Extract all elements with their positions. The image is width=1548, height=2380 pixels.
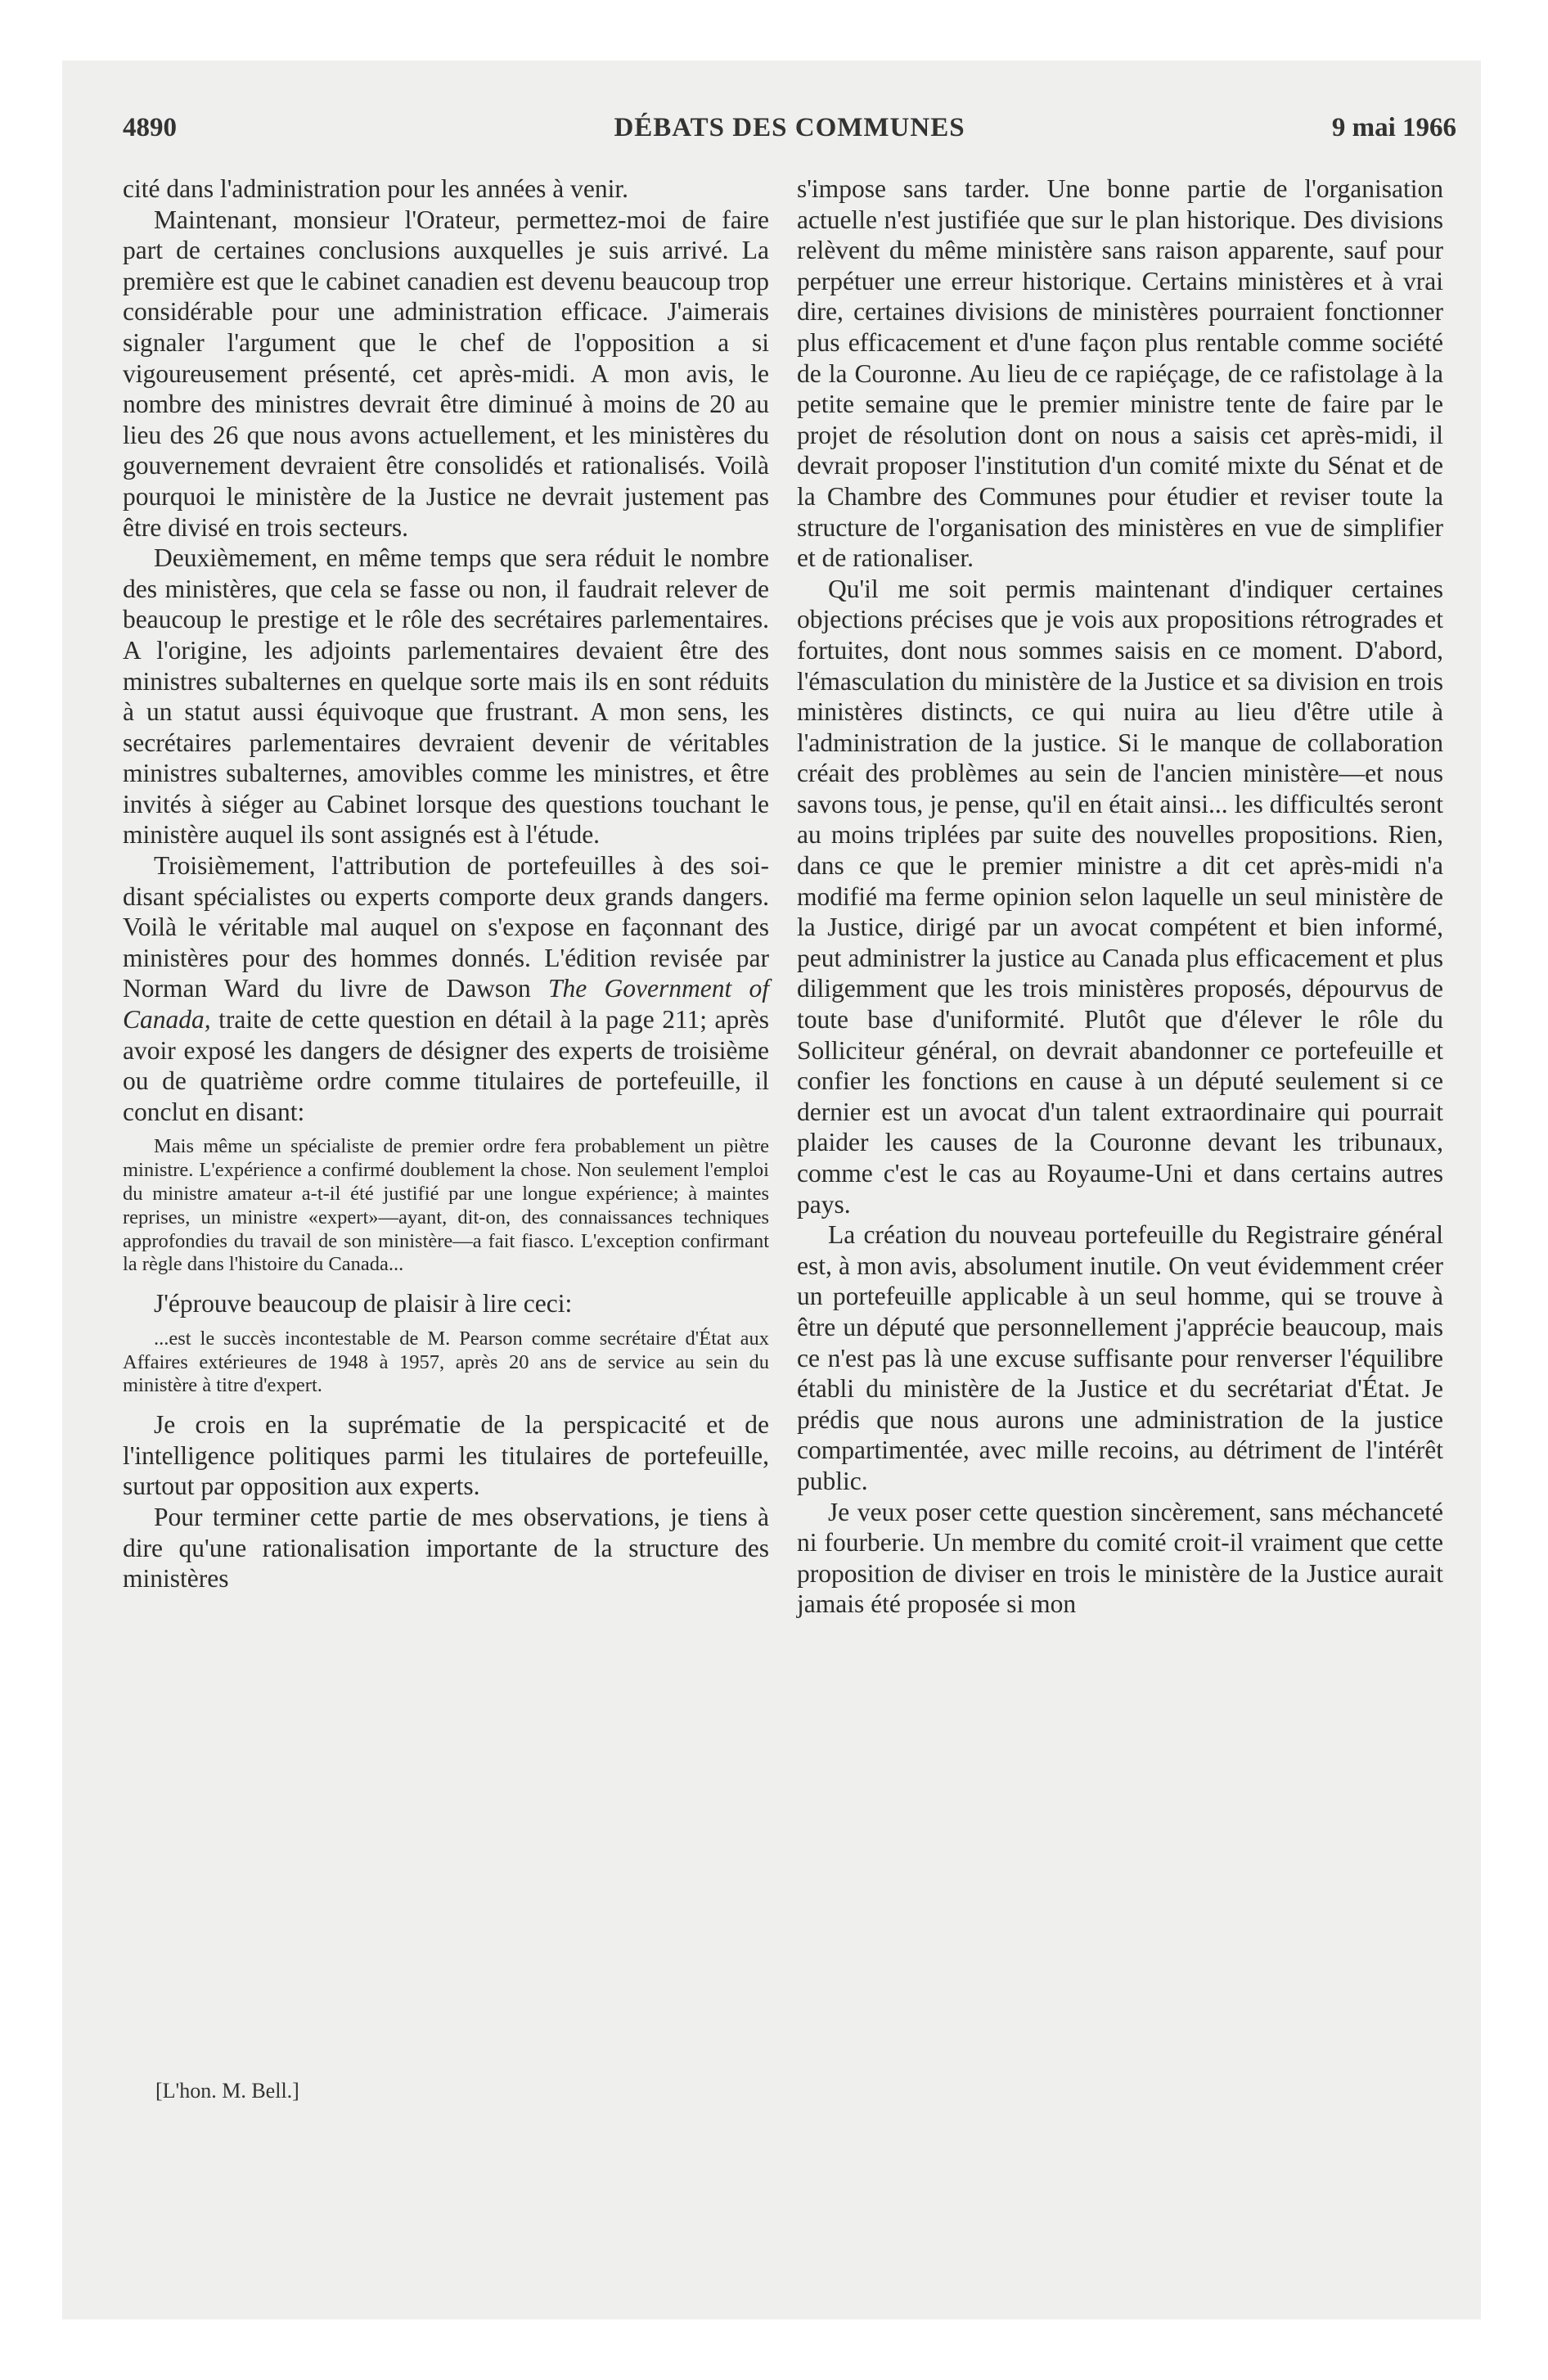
paragraph-question: Je veux poser cette question sincèrement, sans méchanceté ni fourberie. Un membre du comité croit-il vraiment que cette proposition de diviser en trois le ministère de la Justice aurait jamais été proposée si mon: [797, 1497, 1443, 1619]
speaker-attribution: [L'hon. M. Bell.]: [155, 2079, 299, 2103]
paragraph-intro: J'éprouve beaucoup de plaisir à lire ceci:: [154, 1289, 573, 1318]
paragraph-belief: Je crois en la suprématie de la perspicacité et de l'intelligence politiques parmi les titulaires de portefeuille, surtout par opposition aux experts.: [123, 1410, 769, 1501]
paragraph-first-conclusion: Maintenant, monsieur l'Orateur, permettez-moi de faire part de certaines conclusions auxquelles je suis arrivé. La première est que le cabinet canadien est devenu beaucoup trop considérable pour une administration efficace. J'aimerais signaler l'argument que le chef de l'opposition a si vigoureusement présenté, cet après-midi. A mon avis, le nombre des ministres devrait être diminué à moins de 20 au lieu des 26 que nous avons actuellement, et les ministères du gouvernement devraient être consolidés et rationalisés. Voilà pourquoi le ministère de la Justice ne devrait justement pas être divisé en trois secteurs.: [123, 205, 769, 542]
page-header: [123, 113, 1456, 149]
paragraph-registrar: La création du nouveau portefeuille du Registraire général est, à mon avis, absolument inutile. On veut évidemment créer un portefeuille applicable à un seul homme, qui se trouve à être un député que personnellement j'apprécie beaucoup, mais ce n'est pas là une excuse suffisante pour renverser l'équilibre établi du ministère de la Justice et du secrétariat d'État. Je prédis que nous aurons une administration de la justice compartimentée, avec mille recoins, au détriment de l'intérêt public.: [797, 1220, 1443, 1495]
paragraph-text: Troisièmement, l'attribution de portefeuilles à des soi-disant spécialistes ou experts comporte deux grands dangers. Voilà le véritable mal auquel on s'expose en façonnant des ministères pour des hommes donnés. L'édition revisée par Norman Ward du livre de Dawson: [123, 851, 769, 1003]
block-quote: ...est le succès incontestable de M. Pearson comme secrétaire d'État aux Affaires extérieures de 1948 à 1957, après 20 ans de service au sein du ministère à titre d'expert.: [123, 1327, 769, 1397]
right-column: [797, 174, 1443, 1620]
paragraph-second-conclusion: Deuxièmement, en même temps que sera réduit le nombre des ministères, que cela se fasse ou non, il faudrait relever de beaucoup le prestige et le rôle des secrétaires parlementaires. A l'origine, les adjoints parlementaires devaient être des ministres subalternes en quelque sorte mais ils en sont réduits à un statut aussi équivoque que frustrant. A mon sens, les secrétaires parlementaires devraient devenir de véritables ministres subalternes, amovibles comme les ministres, et être invités à siéger au Cabinet lorsque des questions touchant le ministère auquel ils sont assignés est à l'étude.: [123, 543, 769, 850]
paragraph-closing: Pour terminer cette partie de mes observations, je tiens à dire qu'une rationalisation importante de la structure des ministères: [123, 1502, 769, 1593]
journal-title: DÉBATS DES COMMUNES: [614, 113, 965, 142]
book-title: The Government of Canada,: [123, 974, 770, 1034]
paragraph-continuation: s'impose sans tarder. Une bonne partie de l'organisation actuelle n'est justifiée que sur le plan historique. Des divisions relèvent du même ministère sans raison apparente, sauf pour perpétuer une erreur historique. Certains ministères et à vrai dire, certaines divisions de ministères pourraient fonctionner plus efficacement et d'une façon plus rentable comme société de la Couronne. Au lieu de ce rapiéçage, de ce rafistolage à la petite semaine que le premier ministre tente de faire par le projet de résolution dont on nous a saisis cet après-midi, il devrait proposer l'institution d'un comité mixte du Sénat et de la Chambre des Communes pour étudier et reviser toute la structure de l'organisation des ministères en vue de simplifier et de rationaliser.: [797, 174, 1443, 573]
paragraph-continuation: cité dans l'administration pour les années à venir.: [123, 174, 629, 203]
left-column: [123, 174, 769, 1594]
block-quote: Mais même un spécialiste de premier ordre fera probablement un piètre ministre. L'expérience a confirmé doublement la chose. Non seulement l'emploi du ministre amateur a-t-il été justifié par une longue expérience; à maintes reprises, un ministre «expert»—ayant, dit-on, des connaissances techniques approfondies du travail de son ministère—a fait fiasco. L'exception confirmant la règle dans l'histoire du Canada...: [123, 1135, 769, 1276]
paragraph-objections: Qu'il me soit permis maintenant d'indiquer certaines objections précises que je vois aux propositions rétrogrades et fortuites, dont nous sommes saisis en ce moment. D'abord, l'émasculation du ministère de la Justice et sa division en trois ministères distincts, ce qui nuira au lieu d'être utile à l'administration de la justice. Si le manque de collaboration créait des problèmes au sein de l'ancien ministère—et nous savons tous, je pense, qu'il en était ainsi... les difficultés seront au moins triplées par suite des nouvelles propositions. Rien, dans ce que le premier ministre a dit cet après-midi n'a modifié ma ferme opinion selon laquelle un seul ministère de la Justice, dirigé par un avocat compétent et bien informé, peut administrer la justice au Canada plus efficacement et plus diligemment que les trois ministères proposés, dépourvus de toute base d'uniformité. Plutôt que d'élever le rôle du Solliciteur général, on devrait abandonner ce portefeuille et confier les fonctions en cause à un député seulement si ce dernier est un avocat d'un talent extraordinaire qui pourrait plaider les causes de la Couronne devant les tribunaux, comme c'est le cas au Royaume-Uni et dans certains autres pays.: [797, 574, 1443, 1219]
paragraph-third-conclusion: [123, 850, 769, 1127]
issue-date: 9 mai 1966: [1331, 113, 1456, 142]
paragraph-text: traite de cette question en détail à la page 211; après avoir exposé les dangers de désigner des experts de troisième ou de quatrième ordre comme titulaires de portefeuille, il conclut en disant:: [123, 1005, 769, 1126]
page-number: 4890: [123, 113, 177, 142]
